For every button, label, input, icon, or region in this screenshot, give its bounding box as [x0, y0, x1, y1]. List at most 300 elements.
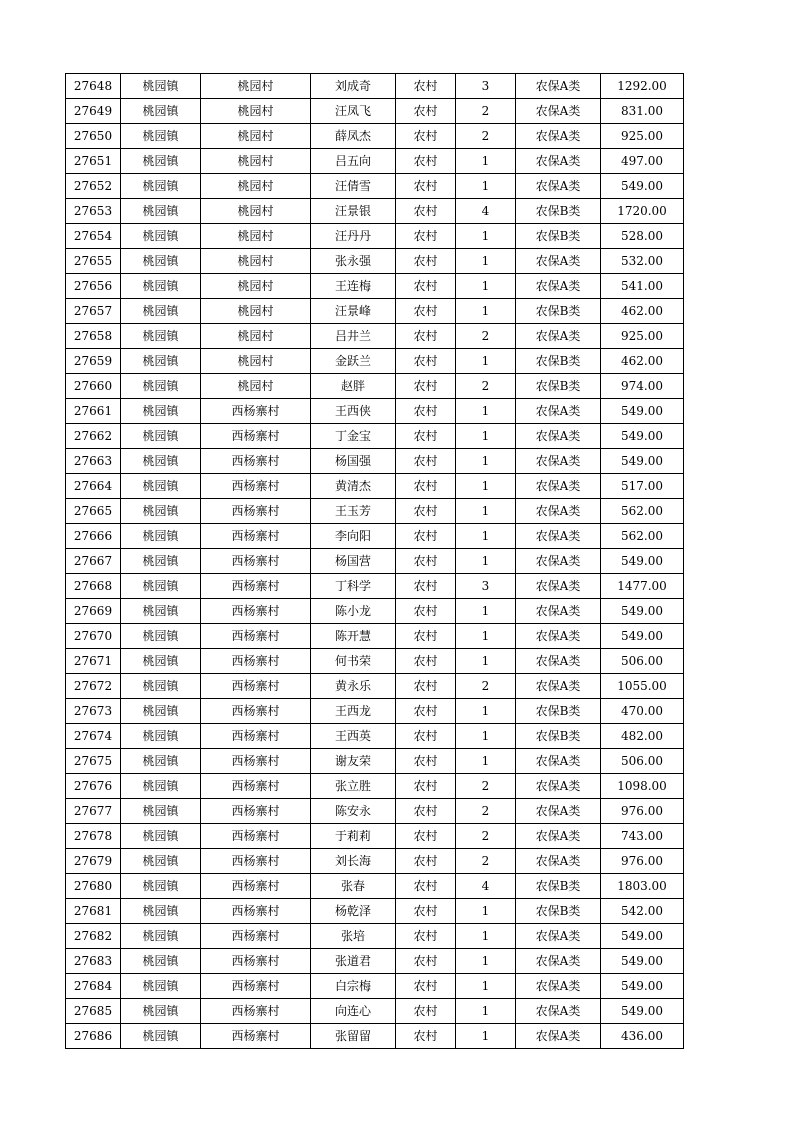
cell-town: 桃园镇	[121, 399, 201, 424]
cell-id: 27665	[66, 499, 121, 524]
cell-amount: 549.00	[601, 599, 684, 624]
cell-id: 27678	[66, 824, 121, 849]
cell-person-count: 2	[456, 374, 516, 399]
cell-insurance-category: 农保B类	[516, 874, 601, 899]
cell-person-count: 1	[456, 299, 516, 324]
cell-town: 桃园镇	[121, 299, 201, 324]
cell-insurance-category: 农保A类	[516, 949, 601, 974]
cell-id: 27664	[66, 474, 121, 499]
cell-person-count: 1	[456, 924, 516, 949]
cell-residence-type: 农村	[396, 124, 456, 149]
table-row	[66, 249, 684, 274]
cell-name: 王连梅	[311, 274, 396, 299]
cell-name: 刘成奇	[311, 74, 396, 99]
cell-town: 桃园镇	[121, 574, 201, 599]
cell-name: 吕五向	[311, 149, 396, 174]
cell-residence-type: 农村	[396, 424, 456, 449]
cell-person-count: 2	[456, 849, 516, 874]
table-row	[66, 549, 684, 574]
table-row	[66, 199, 684, 224]
cell-residence-type: 农村	[396, 899, 456, 924]
table-row	[66, 599, 684, 624]
cell-id: 27662	[66, 424, 121, 449]
cell-id: 27677	[66, 799, 121, 824]
cell-residence-type: 农村	[396, 524, 456, 549]
cell-person-count: 1	[456, 624, 516, 649]
cell-village: 桃园村	[201, 124, 311, 149]
cell-name: 谢友荣	[311, 749, 396, 774]
cell-id: 27675	[66, 749, 121, 774]
cell-amount: 1055.00	[601, 674, 684, 699]
cell-person-count: 4	[456, 199, 516, 224]
cell-name: 丁科学	[311, 574, 396, 599]
cell-town: 桃园镇	[121, 449, 201, 474]
cell-amount: 528.00	[601, 224, 684, 249]
cell-village: 西杨寨村	[201, 624, 311, 649]
cell-id: 27686	[66, 1024, 121, 1049]
cell-person-count: 2	[456, 674, 516, 699]
cell-name: 杨国营	[311, 549, 396, 574]
cell-village: 西杨寨村	[201, 524, 311, 549]
cell-insurance-category: 农保A类	[516, 999, 601, 1024]
cell-residence-type: 农村	[396, 674, 456, 699]
cell-amount: 541.00	[601, 274, 684, 299]
cell-village: 西杨寨村	[201, 874, 311, 899]
cell-amount: 549.00	[601, 549, 684, 574]
cell-person-count: 1	[456, 649, 516, 674]
cell-amount: 549.00	[601, 424, 684, 449]
cell-person-count: 2	[456, 124, 516, 149]
cell-village: 桃园村	[201, 274, 311, 299]
cell-id: 27655	[66, 249, 121, 274]
cell-name: 刘长海	[311, 849, 396, 874]
cell-village: 西杨寨村	[201, 924, 311, 949]
cell-residence-type: 农村	[396, 74, 456, 99]
table-row	[66, 474, 684, 499]
cell-residence-type: 农村	[396, 624, 456, 649]
cell-town: 桃园镇	[121, 624, 201, 649]
cell-id: 27654	[66, 224, 121, 249]
cell-amount: 549.00	[601, 924, 684, 949]
cell-residence-type: 农村	[396, 924, 456, 949]
cell-residence-type: 农村	[396, 99, 456, 124]
cell-residence-type: 农村	[396, 499, 456, 524]
cell-residence-type: 农村	[396, 749, 456, 774]
cell-id: 27667	[66, 549, 121, 574]
cell-insurance-category: 农保A类	[516, 499, 601, 524]
cell-amount: 1803.00	[601, 874, 684, 899]
cell-town: 桃园镇	[121, 774, 201, 799]
cell-insurance-category: 农保A类	[516, 924, 601, 949]
cell-village: 西杨寨村	[201, 499, 311, 524]
cell-id: 27650	[66, 124, 121, 149]
cell-insurance-category: 农保A类	[516, 774, 601, 799]
cell-amount: 542.00	[601, 899, 684, 924]
cell-residence-type: 农村	[396, 999, 456, 1024]
cell-name: 张留留	[311, 1024, 396, 1049]
cell-amount: 436.00	[601, 1024, 684, 1049]
cell-insurance-category: 农保A类	[516, 749, 601, 774]
cell-residence-type: 农村	[396, 974, 456, 999]
cell-name: 吕井兰	[311, 324, 396, 349]
cell-village: 西杨寨村	[201, 674, 311, 699]
table-row	[66, 649, 684, 674]
cell-person-count: 1	[456, 349, 516, 374]
cell-amount: 562.00	[601, 524, 684, 549]
cell-id: 27673	[66, 699, 121, 724]
cell-residence-type: 农村	[396, 699, 456, 724]
cell-insurance-category: 农保A类	[516, 674, 601, 699]
cell-amount: 549.00	[601, 399, 684, 424]
cell-insurance-category: 农保A类	[516, 99, 601, 124]
cell-person-count: 1	[456, 899, 516, 924]
cell-village: 西杨寨村	[201, 649, 311, 674]
cell-town: 桃园镇	[121, 699, 201, 724]
cell-village: 西杨寨村	[201, 949, 311, 974]
cell-residence-type: 农村	[396, 949, 456, 974]
cell-person-count: 1	[456, 974, 516, 999]
table-row	[66, 149, 684, 174]
cell-person-count: 2	[456, 324, 516, 349]
cell-village: 西杨寨村	[201, 424, 311, 449]
cell-residence-type: 农村	[396, 449, 456, 474]
table-row	[66, 999, 684, 1024]
cell-name: 于莉莉	[311, 824, 396, 849]
cell-name: 薛凤杰	[311, 124, 396, 149]
cell-person-count: 1	[456, 174, 516, 199]
cell-person-count: 1	[456, 1024, 516, 1049]
cell-village: 西杨寨村	[201, 549, 311, 574]
cell-amount: 506.00	[601, 749, 684, 774]
cell-person-count: 1	[456, 474, 516, 499]
cell-id: 27649	[66, 99, 121, 124]
table-row	[66, 299, 684, 324]
cell-name: 杨国强	[311, 449, 396, 474]
cell-person-count: 1	[456, 424, 516, 449]
cell-village: 西杨寨村	[201, 899, 311, 924]
cell-village: 桃园村	[201, 99, 311, 124]
table-row	[66, 574, 684, 599]
cell-amount: 549.00	[601, 949, 684, 974]
cell-id: 27657	[66, 299, 121, 324]
cell-person-count: 2	[456, 99, 516, 124]
cell-person-count: 1	[456, 599, 516, 624]
cell-name: 张春	[311, 874, 396, 899]
cell-person-count: 2	[456, 824, 516, 849]
cell-town: 桃园镇	[121, 649, 201, 674]
cell-village: 桃园村	[201, 199, 311, 224]
table-row	[66, 424, 684, 449]
cell-residence-type: 农村	[396, 874, 456, 899]
cell-name: 汪凤飞	[311, 99, 396, 124]
cell-residence-type: 农村	[396, 474, 456, 499]
cell-name: 陈小龙	[311, 599, 396, 624]
cell-village: 西杨寨村	[201, 799, 311, 824]
cell-residence-type: 农村	[396, 649, 456, 674]
cell-insurance-category: 农保B类	[516, 224, 601, 249]
table-row	[66, 674, 684, 699]
cell-residence-type: 农村	[396, 374, 456, 399]
cell-residence-type: 农村	[396, 774, 456, 799]
cell-town: 桃园镇	[121, 474, 201, 499]
cell-amount: 470.00	[601, 699, 684, 724]
cell-town: 桃园镇	[121, 749, 201, 774]
cell-town: 桃园镇	[121, 524, 201, 549]
cell-town: 桃园镇	[121, 424, 201, 449]
cell-town: 桃园镇	[121, 799, 201, 824]
cell-village: 桃园村	[201, 174, 311, 199]
cell-person-count: 1	[456, 524, 516, 549]
cell-town: 桃园镇	[121, 999, 201, 1024]
cell-name: 汪倩雪	[311, 174, 396, 199]
cell-insurance-category: 农保B类	[516, 199, 601, 224]
cell-id: 27661	[66, 399, 121, 424]
table-row	[66, 1024, 684, 1049]
cell-insurance-category: 农保A类	[516, 1024, 601, 1049]
table-row	[66, 349, 684, 374]
cell-town: 桃园镇	[121, 199, 201, 224]
cell-village: 桃园村	[201, 249, 311, 274]
cell-village: 桃园村	[201, 374, 311, 399]
cell-person-count: 3	[456, 74, 516, 99]
cell-insurance-category: 农保A类	[516, 449, 601, 474]
cell-id: 27656	[66, 274, 121, 299]
table-row	[66, 849, 684, 874]
cell-village: 桃园村	[201, 149, 311, 174]
table-row	[66, 324, 684, 349]
cell-name: 黄清杰	[311, 474, 396, 499]
cell-town: 桃园镇	[121, 249, 201, 274]
cell-residence-type: 农村	[396, 549, 456, 574]
table-row	[66, 524, 684, 549]
cell-insurance-category: 农保A类	[516, 424, 601, 449]
cell-village: 西杨寨村	[201, 974, 311, 999]
cell-amount: 517.00	[601, 474, 684, 499]
table-row	[66, 899, 684, 924]
cell-residence-type: 农村	[396, 249, 456, 274]
table-row	[66, 799, 684, 824]
cell-insurance-category: 农保A类	[516, 849, 601, 874]
cell-town: 桃园镇	[121, 74, 201, 99]
cell-village: 西杨寨村	[201, 724, 311, 749]
cell-person-count: 1	[456, 549, 516, 574]
cell-insurance-category: 农保A类	[516, 599, 601, 624]
cell-residence-type: 农村	[396, 299, 456, 324]
cell-insurance-category: 农保A类	[516, 624, 601, 649]
cell-insurance-category: 农保A类	[516, 249, 601, 274]
cell-residence-type: 农村	[396, 349, 456, 374]
cell-name: 金跃兰	[311, 349, 396, 374]
table-body	[66, 74, 684, 1049]
cell-village: 西杨寨村	[201, 999, 311, 1024]
cell-id: 27680	[66, 874, 121, 899]
cell-insurance-category: 农保B类	[516, 374, 601, 399]
cell-residence-type: 农村	[396, 824, 456, 849]
cell-insurance-category: 农保B类	[516, 899, 601, 924]
cell-insurance-category: 农保B类	[516, 299, 601, 324]
payment-table	[65, 73, 684, 1049]
cell-amount: 1098.00	[601, 774, 684, 799]
cell-name: 张培	[311, 924, 396, 949]
cell-village: 西杨寨村	[201, 849, 311, 874]
cell-name: 杨乾泽	[311, 899, 396, 924]
table-row	[66, 374, 684, 399]
table-row	[66, 174, 684, 199]
cell-town: 桃园镇	[121, 1024, 201, 1049]
cell-village: 桃园村	[201, 299, 311, 324]
cell-id: 27685	[66, 999, 121, 1024]
cell-insurance-category: 农保B类	[516, 699, 601, 724]
cell-residence-type: 农村	[396, 799, 456, 824]
cell-town: 桃园镇	[121, 724, 201, 749]
cell-name: 何书荣	[311, 649, 396, 674]
cell-insurance-category: 农保A类	[516, 574, 601, 599]
cell-village: 西杨寨村	[201, 824, 311, 849]
cell-town: 桃园镇	[121, 874, 201, 899]
cell-name: 赵胖	[311, 374, 396, 399]
cell-person-count: 2	[456, 774, 516, 799]
cell-village: 桃园村	[201, 324, 311, 349]
cell-id: 27652	[66, 174, 121, 199]
cell-insurance-category: 农保A类	[516, 174, 601, 199]
cell-id: 27653	[66, 199, 121, 224]
cell-id: 27648	[66, 74, 121, 99]
cell-town: 桃园镇	[121, 599, 201, 624]
cell-amount: 462.00	[601, 349, 684, 374]
cell-residence-type: 农村	[396, 1024, 456, 1049]
cell-insurance-category: 农保A类	[516, 824, 601, 849]
cell-amount: 925.00	[601, 324, 684, 349]
cell-residence-type: 农村	[396, 599, 456, 624]
cell-amount: 1292.00	[601, 74, 684, 99]
cell-town: 桃园镇	[121, 499, 201, 524]
table-row	[66, 949, 684, 974]
cell-residence-type: 农村	[396, 224, 456, 249]
cell-village: 西杨寨村	[201, 699, 311, 724]
cell-amount: 549.00	[601, 974, 684, 999]
cell-insurance-category: 农保A类	[516, 649, 601, 674]
cell-town: 桃园镇	[121, 949, 201, 974]
cell-amount: 549.00	[601, 999, 684, 1024]
cell-amount: 925.00	[601, 124, 684, 149]
cell-id: 27668	[66, 574, 121, 599]
cell-village: 西杨寨村	[201, 749, 311, 774]
cell-town: 桃园镇	[121, 149, 201, 174]
table-row	[66, 499, 684, 524]
cell-person-count: 1	[456, 699, 516, 724]
cell-town: 桃园镇	[121, 924, 201, 949]
cell-amount: 976.00	[601, 799, 684, 824]
cell-id: 27683	[66, 949, 121, 974]
cell-village: 西杨寨村	[201, 474, 311, 499]
cell-town: 桃园镇	[121, 224, 201, 249]
cell-insurance-category: 农保A类	[516, 149, 601, 174]
cell-amount: 462.00	[601, 299, 684, 324]
cell-name: 张立胜	[311, 774, 396, 799]
cell-town: 桃园镇	[121, 674, 201, 699]
cell-residence-type: 农村	[396, 724, 456, 749]
cell-residence-type: 农村	[396, 574, 456, 599]
cell-amount: 549.00	[601, 449, 684, 474]
cell-name: 张永强	[311, 249, 396, 274]
cell-village: 西杨寨村	[201, 574, 311, 599]
cell-amount: 974.00	[601, 374, 684, 399]
cell-person-count: 3	[456, 574, 516, 599]
cell-amount: 1477.00	[601, 574, 684, 599]
cell-village: 西杨寨村	[201, 1024, 311, 1049]
cell-insurance-category: 农保A类	[516, 974, 601, 999]
cell-insurance-category: 农保B类	[516, 349, 601, 374]
table-row	[66, 99, 684, 124]
cell-name: 王玉芳	[311, 499, 396, 524]
cell-town: 桃园镇	[121, 274, 201, 299]
cell-id: 27666	[66, 524, 121, 549]
cell-residence-type: 农村	[396, 199, 456, 224]
cell-insurance-category: 农保A类	[516, 124, 601, 149]
cell-residence-type: 农村	[396, 324, 456, 349]
cell-insurance-category: 农保B类	[516, 724, 601, 749]
cell-amount: 743.00	[601, 824, 684, 849]
cell-insurance-category: 农保A类	[516, 474, 601, 499]
cell-amount: 562.00	[601, 499, 684, 524]
table-row	[66, 824, 684, 849]
cell-name: 汪景峰	[311, 299, 396, 324]
cell-residence-type: 农村	[396, 274, 456, 299]
cell-residence-type: 农村	[396, 149, 456, 174]
cell-residence-type: 农村	[396, 399, 456, 424]
cell-id: 27669	[66, 599, 121, 624]
cell-town: 桃园镇	[121, 849, 201, 874]
cell-id: 27681	[66, 899, 121, 924]
cell-amount: 549.00	[601, 624, 684, 649]
table-row	[66, 724, 684, 749]
cell-residence-type: 农村	[396, 174, 456, 199]
cell-town: 桃园镇	[121, 174, 201, 199]
cell-village: 桃园村	[201, 349, 311, 374]
cell-person-count: 1	[456, 399, 516, 424]
cell-village: 西杨寨村	[201, 774, 311, 799]
cell-name: 白宗梅	[311, 974, 396, 999]
cell-name: 黄永乐	[311, 674, 396, 699]
cell-name: 张道君	[311, 949, 396, 974]
table-row	[66, 124, 684, 149]
cell-amount: 532.00	[601, 249, 684, 274]
cell-town: 桃园镇	[121, 124, 201, 149]
table-row	[66, 749, 684, 774]
cell-town: 桃园镇	[121, 549, 201, 574]
table-row	[66, 624, 684, 649]
cell-amount: 506.00	[601, 649, 684, 674]
cell-id: 27682	[66, 924, 121, 949]
cell-person-count: 1	[456, 749, 516, 774]
cell-insurance-category: 农保A类	[516, 274, 601, 299]
cell-id: 27658	[66, 324, 121, 349]
cell-town: 桃园镇	[121, 349, 201, 374]
table-row	[66, 399, 684, 424]
table-row	[66, 224, 684, 249]
cell-person-count: 1	[456, 999, 516, 1024]
table-row	[66, 974, 684, 999]
cell-id: 27676	[66, 774, 121, 799]
table-row	[66, 699, 684, 724]
cell-residence-type: 农村	[396, 849, 456, 874]
cell-town: 桃园镇	[121, 374, 201, 399]
cell-insurance-category: 农保A类	[516, 324, 601, 349]
cell-name: 丁金宝	[311, 424, 396, 449]
cell-amount: 497.00	[601, 149, 684, 174]
cell-name: 王西龙	[311, 699, 396, 724]
cell-insurance-category: 农保A类	[516, 399, 601, 424]
